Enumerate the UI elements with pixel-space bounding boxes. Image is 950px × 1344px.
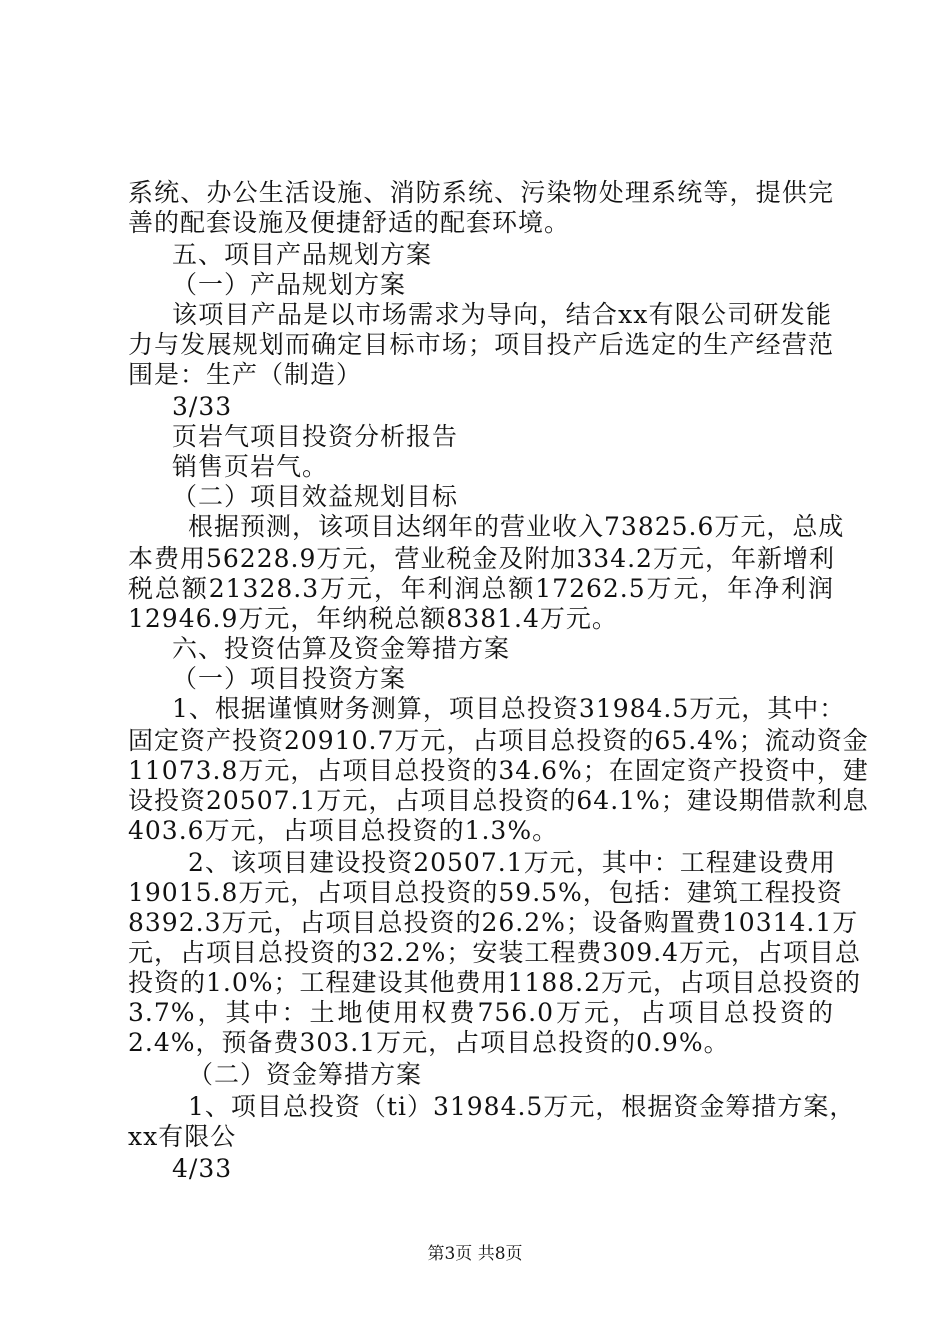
page-marker: 4/33 bbox=[172, 1154, 233, 1183]
body-text-line: 2、该项目建设投资20507.1万元，其中：工程建设费用 bbox=[188, 848, 836, 877]
body-text-line: xx有限公 bbox=[128, 1122, 237, 1151]
section-heading: 五、项目产品规划方案 bbox=[172, 240, 433, 269]
body-text-line: 8392.3万元，占项目总投资的26.2%；设备购置费10314.1万 bbox=[128, 908, 859, 937]
body-text-line: 本费用56228.9万元，营业税金及附加334.2万元，年新增利 bbox=[128, 544, 835, 573]
body-text-line: 税总额21328.3万元，年利润总额17262.5万元，年净利润 bbox=[128, 574, 834, 603]
body-text-line: 根据预测，该项目达纲年的营业收入73825.6万元，总成 bbox=[188, 512, 845, 541]
page-footer: 第3页 共8页 bbox=[427, 1244, 523, 1264]
section-heading: 六、投资估算及资金筹措方案 bbox=[172, 634, 511, 663]
body-text-line: 19015.8万元，占项目总投资的59.5%，包括：建筑工程投资 bbox=[128, 878, 843, 907]
body-text-line: 该项目产品是以市场需求为导向，结合xx有限公司研发能 bbox=[172, 300, 832, 329]
body-text-line: 1、根据谨慎财务测算，项目总投资31984.5万元，其中： bbox=[172, 694, 846, 723]
body-text-line: 1、项目总投资（ti）31984.5万元，根据资金筹措方案， bbox=[188, 1092, 856, 1121]
body-text-line: 12946.9万元，年纳税总额8381.4万元。 bbox=[128, 604, 618, 633]
body-text-line: 系统、办公生活设施、消防系统、污染物处理系统等，提供完 bbox=[128, 178, 834, 207]
body-text-line: 2.4%，预备费303.1万元，占项目总投资的0.9%。 bbox=[128, 1028, 730, 1057]
body-text-line: 善的配套设施及便捷舒适的配套环境。 bbox=[128, 208, 571, 237]
subsection-heading: （二）资金筹措方案 bbox=[188, 1060, 423, 1089]
body-text-line: 3.7%，其中：土地使用权费756.0万元，占项目总投资的 bbox=[128, 998, 834, 1027]
body-text-line: 销售页岩气。 bbox=[172, 452, 329, 481]
subsection-heading: （一）产品规划方案 bbox=[172, 270, 407, 299]
body-text-line: 投资的1.0%；工程建设其他费用1188.2万元，占项目总投资的 bbox=[128, 968, 861, 997]
body-text-line: 403.6万元，占项目总投资的1.3%。 bbox=[128, 816, 559, 845]
page-marker: 3/33 bbox=[172, 392, 233, 421]
body-text-line: 元，占项目总投资的32.2%；安装工程费309.4万元，占项目总 bbox=[128, 938, 861, 967]
body-text-line: 力与发展规划而确定目标市场；项目投产后选定的生产经营范 bbox=[128, 330, 834, 359]
subsection-heading: （一）项目投资方案 bbox=[172, 664, 407, 693]
body-text-line: 围是：生产（制造） bbox=[128, 360, 363, 389]
subsection-heading: （二）项目效益规划目标 bbox=[172, 482, 459, 511]
body-text-line: 11073.8万元，占项目总投资的34.6%；在固定资产投资中，建 bbox=[128, 756, 869, 785]
body-text-line: 固定资产投资20910.7万元，占项目总投资的65.4%；流动资金 bbox=[128, 726, 869, 755]
report-title: 页岩气项目投资分析报告 bbox=[172, 422, 459, 451]
body-text-line: 设投资20507.1万元，占项目总投资的64.1%；建设期借款利息 bbox=[128, 786, 869, 815]
